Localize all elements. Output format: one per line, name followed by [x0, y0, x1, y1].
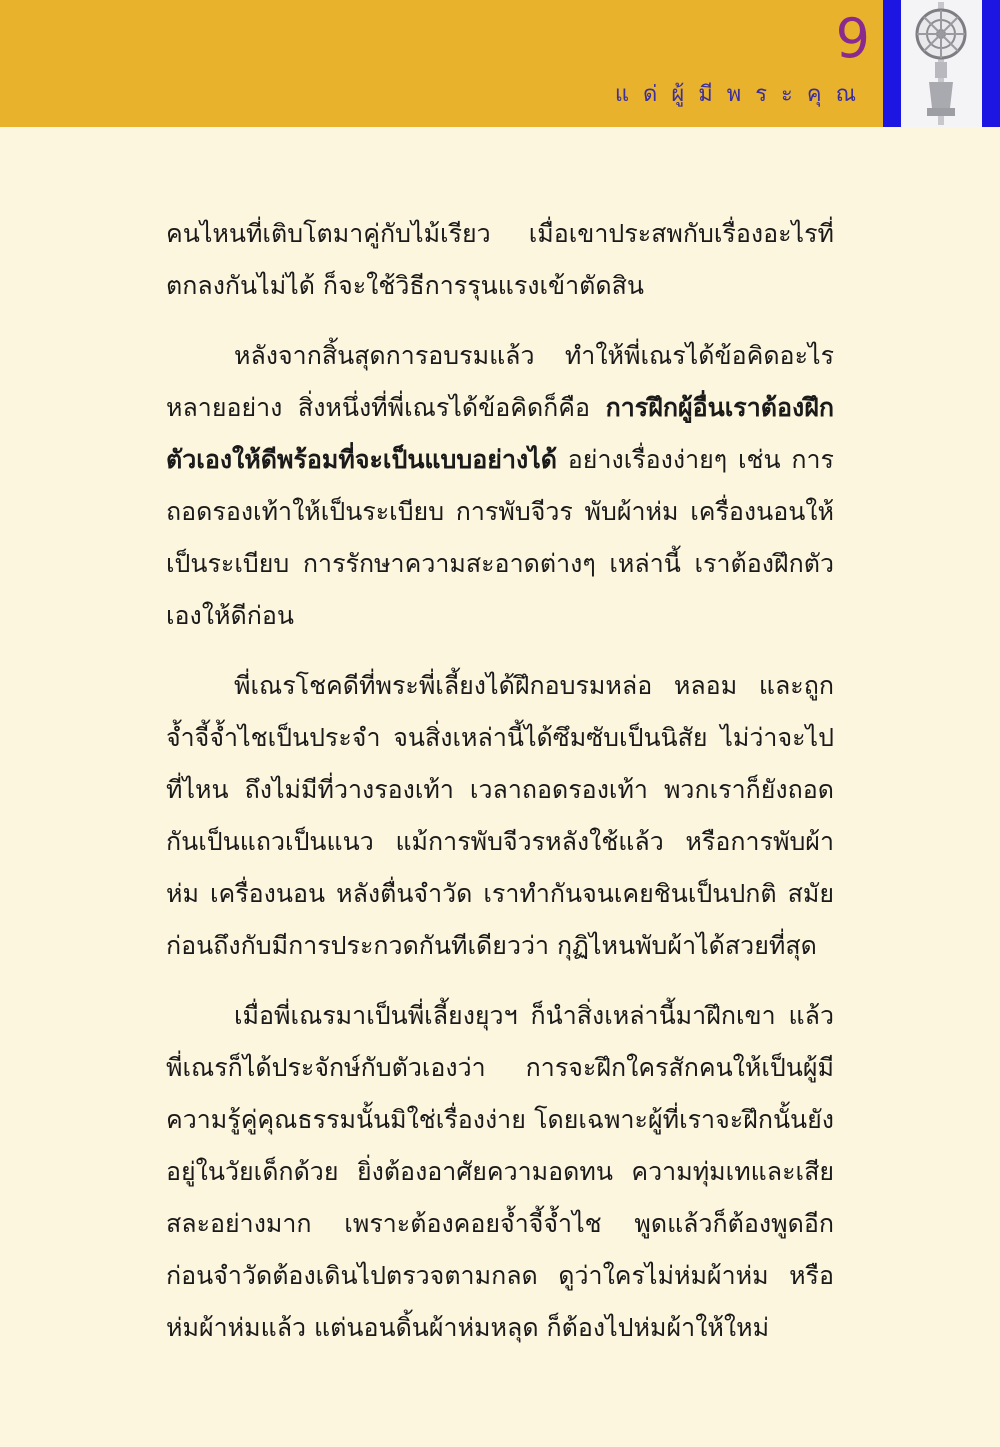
dharma-wheel-emblem-icon: [901, 0, 982, 127]
paragraph-2-start: หลังจากสิ้นสุดการอบรมแล้ว ทำให้พี่เณรได้ข้อคิดอะไรหลายอย่าง สิ่งหนึ่งที่พี่เณรได้ข้อคิดก็คือ: [166, 341, 834, 422]
paragraph-2-emphasis: การฝึกผู้อื่นเราต้องฝึกตัวเองให้ดีพร้อมที่จะเป็นแบบอย่างได้: [166, 393, 834, 474]
blue-strip-right: [982, 0, 1000, 127]
paragraph-3: พี่เณรโชคดีที่พระพี่เลี้ยงได้ฝึกอบรมหล่อ หลอม และถูกจ้ำจี้จ้ำไชเป็นประจำ จนสิ่งเหล่านี้ได้ซึมซับเป็นนิสัย ไม่ว่าจะไปที่ไหน ถึงไม่มีที่วางรองเท้า เวลาถอดรองเท้า พวกเราก็ยังถอดกันเป็นแถวเป็นแนว แม้การพับจีวรหลังใช้แล้ว หรือการพับผ้าห่ม เครื่องนอน หลังตื่นจำวัด เราทำกันจนเคยชินเป็นปกติ สมัยก่อนถึงกับมีการประกวดกันทีเดียวว่า กุฏิไหนพับผ้าได้สวยที่สุด: [166, 671, 834, 960]
emblem: [901, 0, 982, 127]
blue-strip-left: [883, 0, 901, 127]
paragraph-2: [166, 330, 834, 642]
chapter-title: แด่ผู้มีพระคุณ: [614, 82, 870, 107]
page-number: 9: [835, 7, 870, 70]
body-text: [166, 208, 834, 1372]
paragraph-4: เมื่อพี่เณรมาเป็นพี่เลี้ยงยุวฯ ก็นำสิ่งเหล่านี้มาฝึกเขา แล้วพี่เณรก็ได้ประจักษ์กับตัวเองว่า การจะฝึกใครสักคนให้เป็นผู้มีความรู้คู่คุณธรรมนั้นมิใช่เรื่องง่าย โดยเฉพาะผู้ที่เราจะฝึกนั้นยังอยู่ในวัยเด็กด้วย ยิ่งต้องอาศัยความอดทน ความทุ่มเทและเสียสละอย่างมาก เพราะต้องคอยจ้ำจี้จ้ำไช พูดแล้วก็ต้องพูดอีก ก่อนจำวัดต้องเดินไปตรวจตามกลด ดูว่าใครไม่ห่มผ้าห่ม หรือห่มผ้าห่มแล้ว แต่นอนดิ้นผ้าห่มหลุด ก็ต้องไปห่มผ้าให้ใหม่: [166, 1001, 834, 1342]
paragraph-1: คนไหนที่เติบโตมาคู่กับไม้เรียว เมื่อเขาประสพกับเรื่องอะไรที่ตกลงกันไม่ได้ ก็จะใช้วิธีการรุนแรงเข้าตัดสิน: [166, 219, 834, 300]
header-band: [0, 0, 883, 127]
paragraph-2-end: อย่างเรื่องง่ายๆ เช่น การถอดรองเท้าให้เป็นระเบียบ การพับจีวร พับผ้าห่ม เครื่องนอนให้เป็นระเบียบ การรักษาความสะอาดต่างๆ เหล่านี้ เราต้องฝึกตัวเองให้ดีก่อน: [166, 445, 834, 630]
